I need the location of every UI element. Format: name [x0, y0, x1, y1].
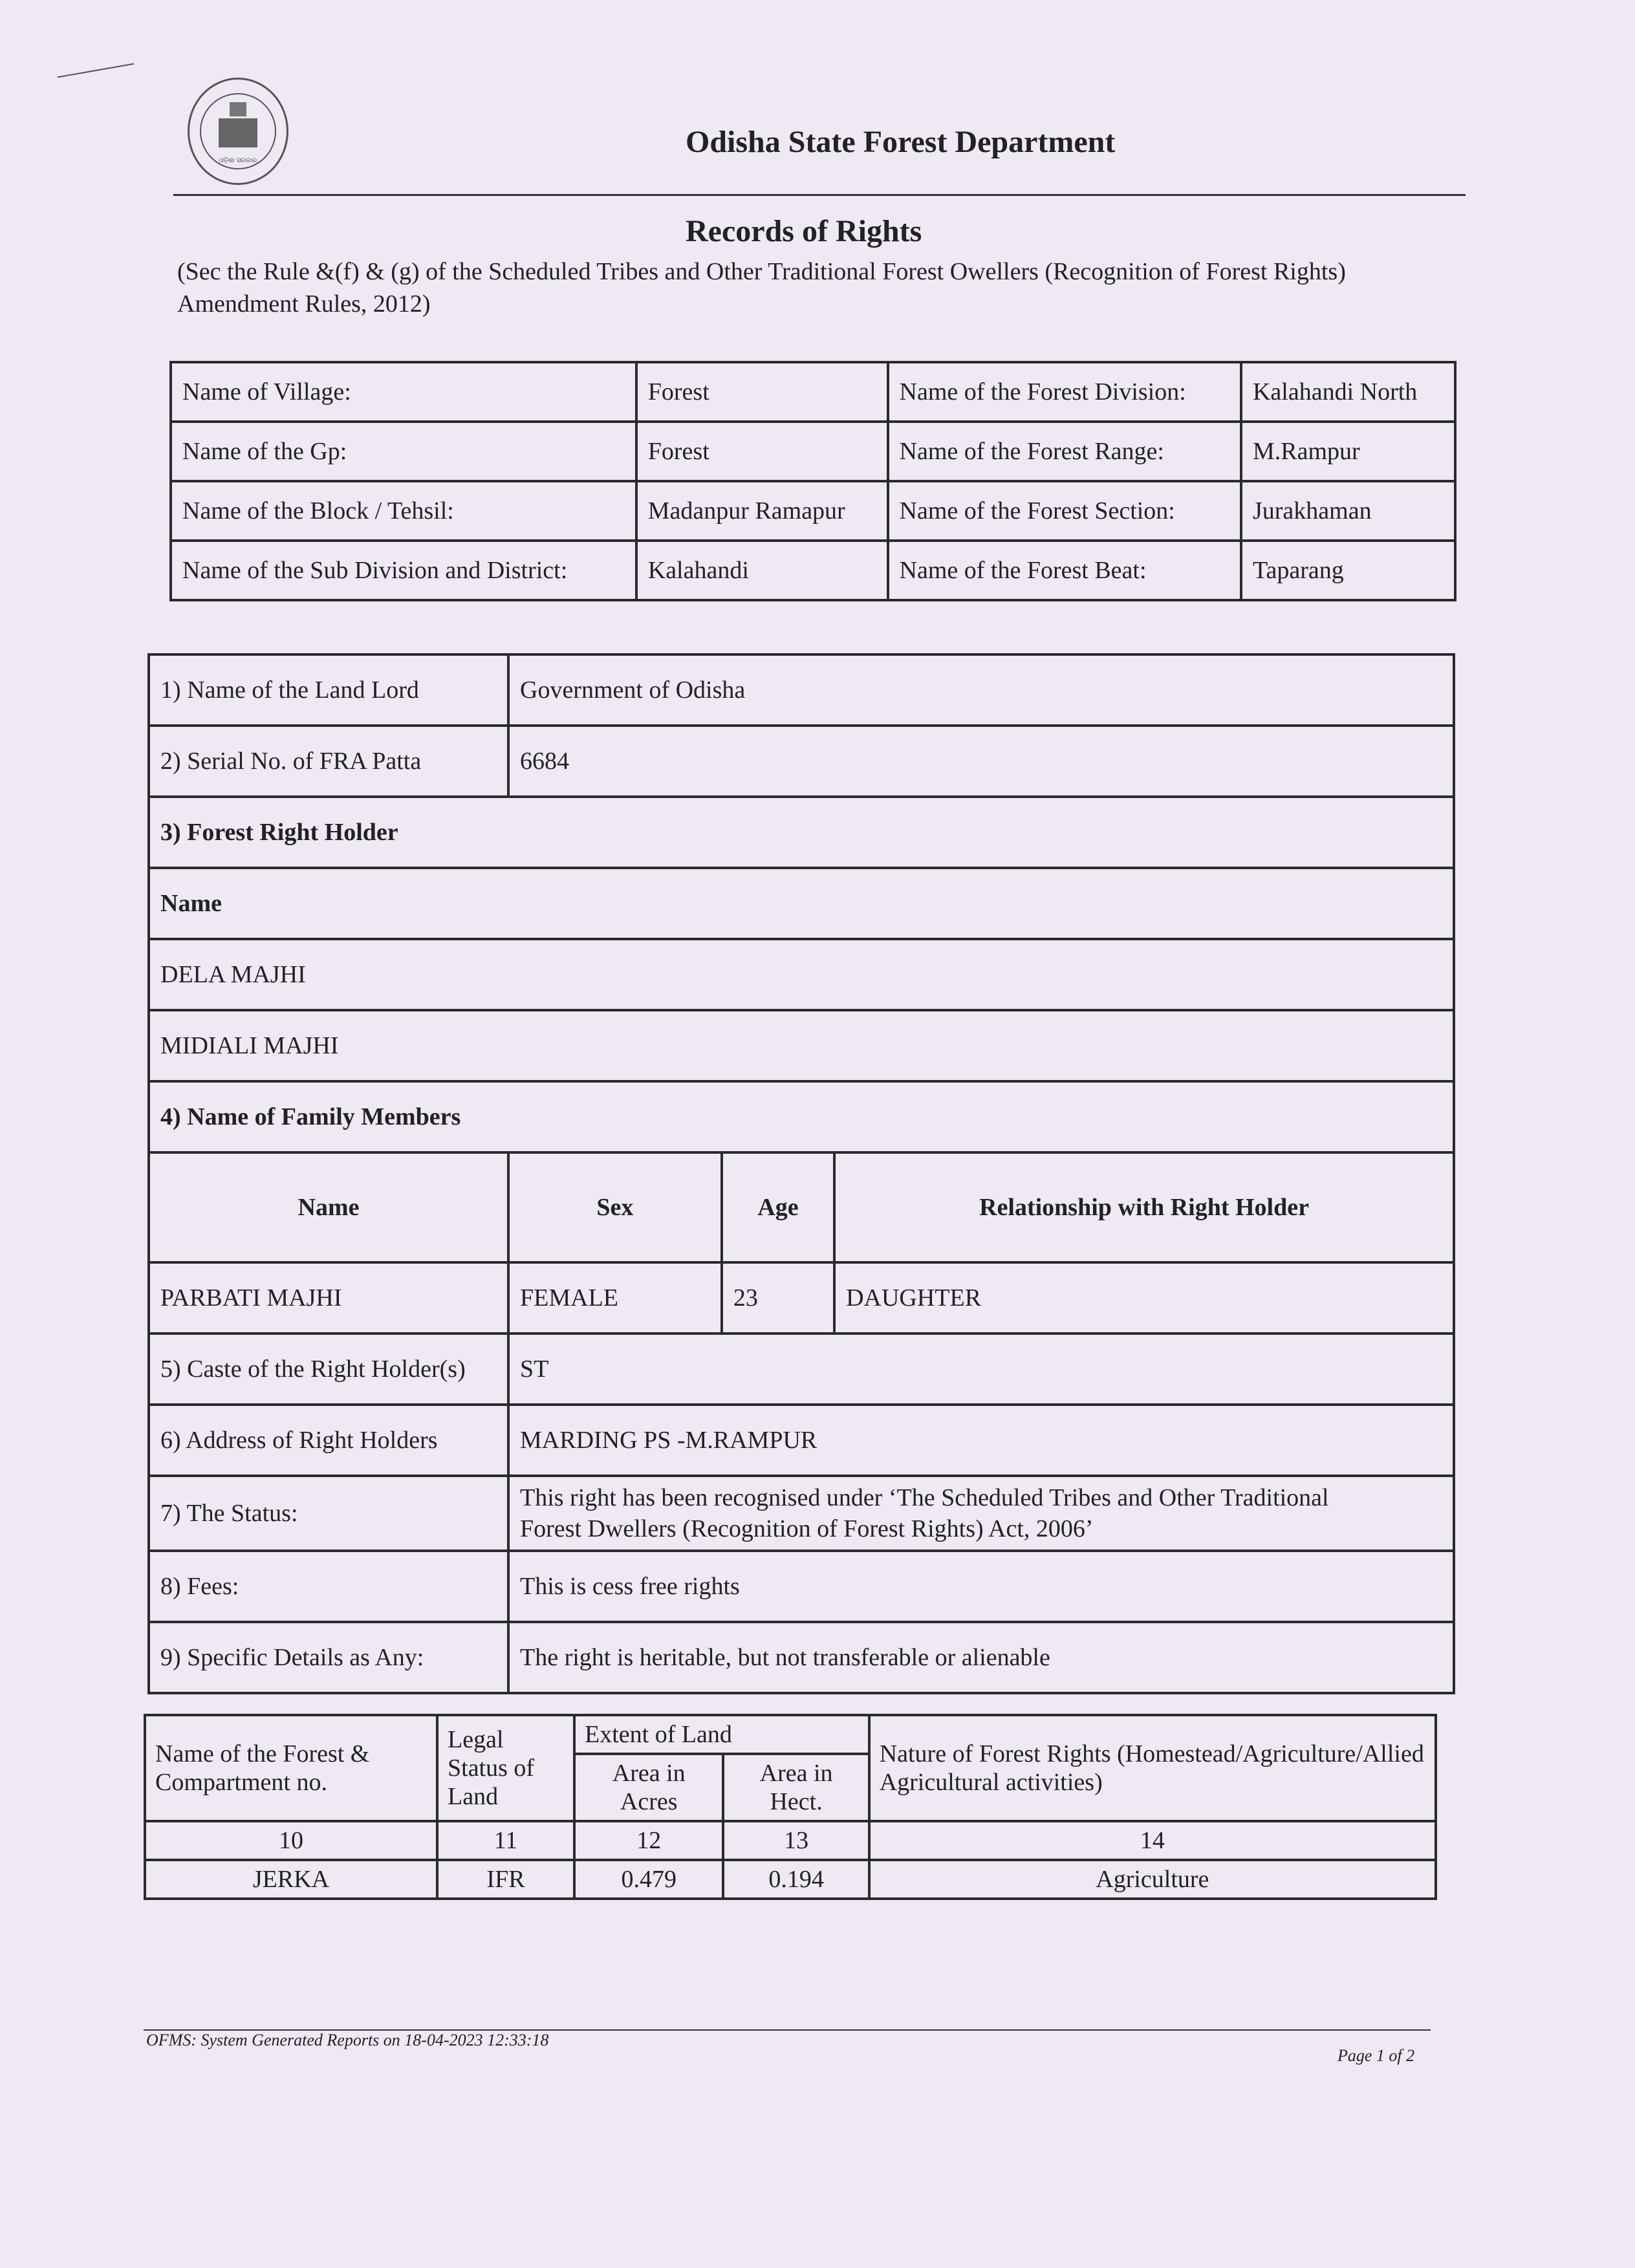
section-value: Jurakhaman: [1241, 481, 1455, 541]
holder-name-heading: Name: [149, 868, 1454, 939]
serial-value: 6684: [508, 726, 1454, 797]
section-label: Name of the Forest Section:: [888, 481, 1241, 541]
specific-label: 9) Specific Details as Any:: [149, 1622, 508, 1693]
serial-label: 2) Serial No. of FRA Patta: [149, 726, 508, 797]
land-num-nature: 14: [869, 1821, 1436, 1860]
land-area-hect: 0.194: [723, 1860, 869, 1899]
land-col-forest: Name of the Forest & Compartment no.: [145, 1715, 437, 1821]
gp-value: Forest: [636, 422, 888, 481]
page-number: Page 1 of 2: [1337, 2046, 1415, 2065]
land-num-hect: 13: [723, 1821, 869, 1860]
beat-label: Name of the Forest Beat:: [888, 541, 1241, 600]
family-row: [149, 1262, 1454, 1334]
family-col-relationship: Relationship with Right Holder: [834, 1152, 1454, 1262]
family-member-sex: FEMALE: [508, 1262, 722, 1334]
status-value: [508, 1476, 1454, 1551]
specific-value: The right is heritable, but not transferable or alienable: [508, 1622, 1454, 1693]
division-value: Kalahandi North: [1241, 362, 1455, 422]
village-value: Forest: [636, 362, 888, 422]
family-col-age: Age: [722, 1152, 834, 1262]
emblem-caption: ଓଡ଼ିଶା ସରକାର: [219, 157, 257, 164]
family-heading: 4) Name of Family Members: [149, 1081, 1454, 1152]
division-label: Name of the Forest Division:: [888, 362, 1241, 422]
rights-details-table: [147, 653, 1455, 1694]
odisha-emblem-icon: [188, 78, 288, 185]
family-member-relationship: DAUGHTER: [834, 1262, 1454, 1334]
land-col-acres: Area in Acres: [574, 1754, 723, 1821]
land-row: [145, 1860, 1436, 1899]
document-title: Records of Rights: [686, 214, 922, 248]
land-num-forest: 10: [145, 1821, 437, 1860]
status-label: 7) The Status:: [149, 1476, 508, 1551]
address-label: 6) Address of Right Holders: [149, 1405, 508, 1476]
pen-mark: [58, 63, 135, 78]
subdivision-value: Kalahandi: [636, 541, 888, 600]
land-legal-status: IFR: [437, 1860, 574, 1899]
fees-value: This is cess free rights: [508, 1551, 1454, 1622]
village-label: Name of Village:: [171, 362, 636, 422]
land-col-hect: Area in Hect.: [723, 1754, 869, 1821]
status-line-2: Forest Dwellers (Recognition of Forest Rights) Act, 2006’: [520, 1515, 1094, 1542]
holder-heading: 3) Forest Right Holder: [149, 797, 1454, 868]
caste-label: 5) Caste of the Right Holder(s): [149, 1334, 508, 1405]
landlord-label: 1) Name of the Land Lord: [149, 654, 508, 726]
address-value: MARDING PS -M.RAMPUR: [508, 1405, 1454, 1476]
family-member-age: 23: [722, 1262, 834, 1334]
status-line-1: This right has been recognised under ‘The Scheduled Tribes and Other Traditional: [520, 1484, 1329, 1511]
holder-name: DELA MAJHI: [149, 939, 1454, 1010]
block-label: Name of the Block / Tehsil:: [171, 481, 636, 541]
fees-label: 8) Fees:: [149, 1551, 508, 1622]
holder-name: MIDIALI MAJHI: [149, 1010, 1454, 1081]
land-col-legal: Legal Status of Land: [437, 1715, 574, 1821]
landlord-value: Government of Odisha: [508, 654, 1454, 726]
gp-label: Name of the Gp:: [171, 422, 636, 481]
range-value: M.Rampur: [1241, 422, 1455, 481]
land-forest-name: JERKA: [145, 1860, 437, 1899]
block-value: Madanpur Ramapur: [636, 481, 888, 541]
land-num-acres: 12: [574, 1821, 723, 1860]
land-area-acres: 0.479: [574, 1860, 723, 1899]
family-col-name: Name: [149, 1152, 508, 1262]
family-member-name: PARBATI MAJHI: [149, 1262, 508, 1334]
family-col-sex: Sex: [508, 1152, 722, 1262]
generated-timestamp: OFMS: System Generated Reports on 18-04-2023 12:33:18: [146, 2031, 549, 2049]
rule-reference: (Sec the Rule &(f) & (g) of the Scheduled Tribes and Other Traditional Forest Owellers (Recognition of Forest Rights) Amendment Rules, 2012): [177, 258, 1346, 318]
header-divider: [173, 194, 1466, 196]
land-table: [144, 1714, 1437, 1900]
subdivision-label: Name of the Sub Division and District:: [171, 541, 636, 600]
location-table: [169, 361, 1456, 601]
land-col-extent: Extent of Land: [574, 1715, 869, 1754]
land-nature: Agriculture: [869, 1860, 1436, 1899]
land-num-legal: 11: [437, 1821, 574, 1860]
beat-value: Taparang: [1241, 541, 1455, 600]
department-title: Odisha State Forest Department: [686, 125, 1116, 159]
caste-value: ST: [508, 1334, 1454, 1405]
range-label: Name of the Forest Range:: [888, 422, 1241, 481]
land-col-nature: Nature of Forest Rights (Homestead/Agriculture/Allied Agricultural activities): [869, 1715, 1436, 1821]
